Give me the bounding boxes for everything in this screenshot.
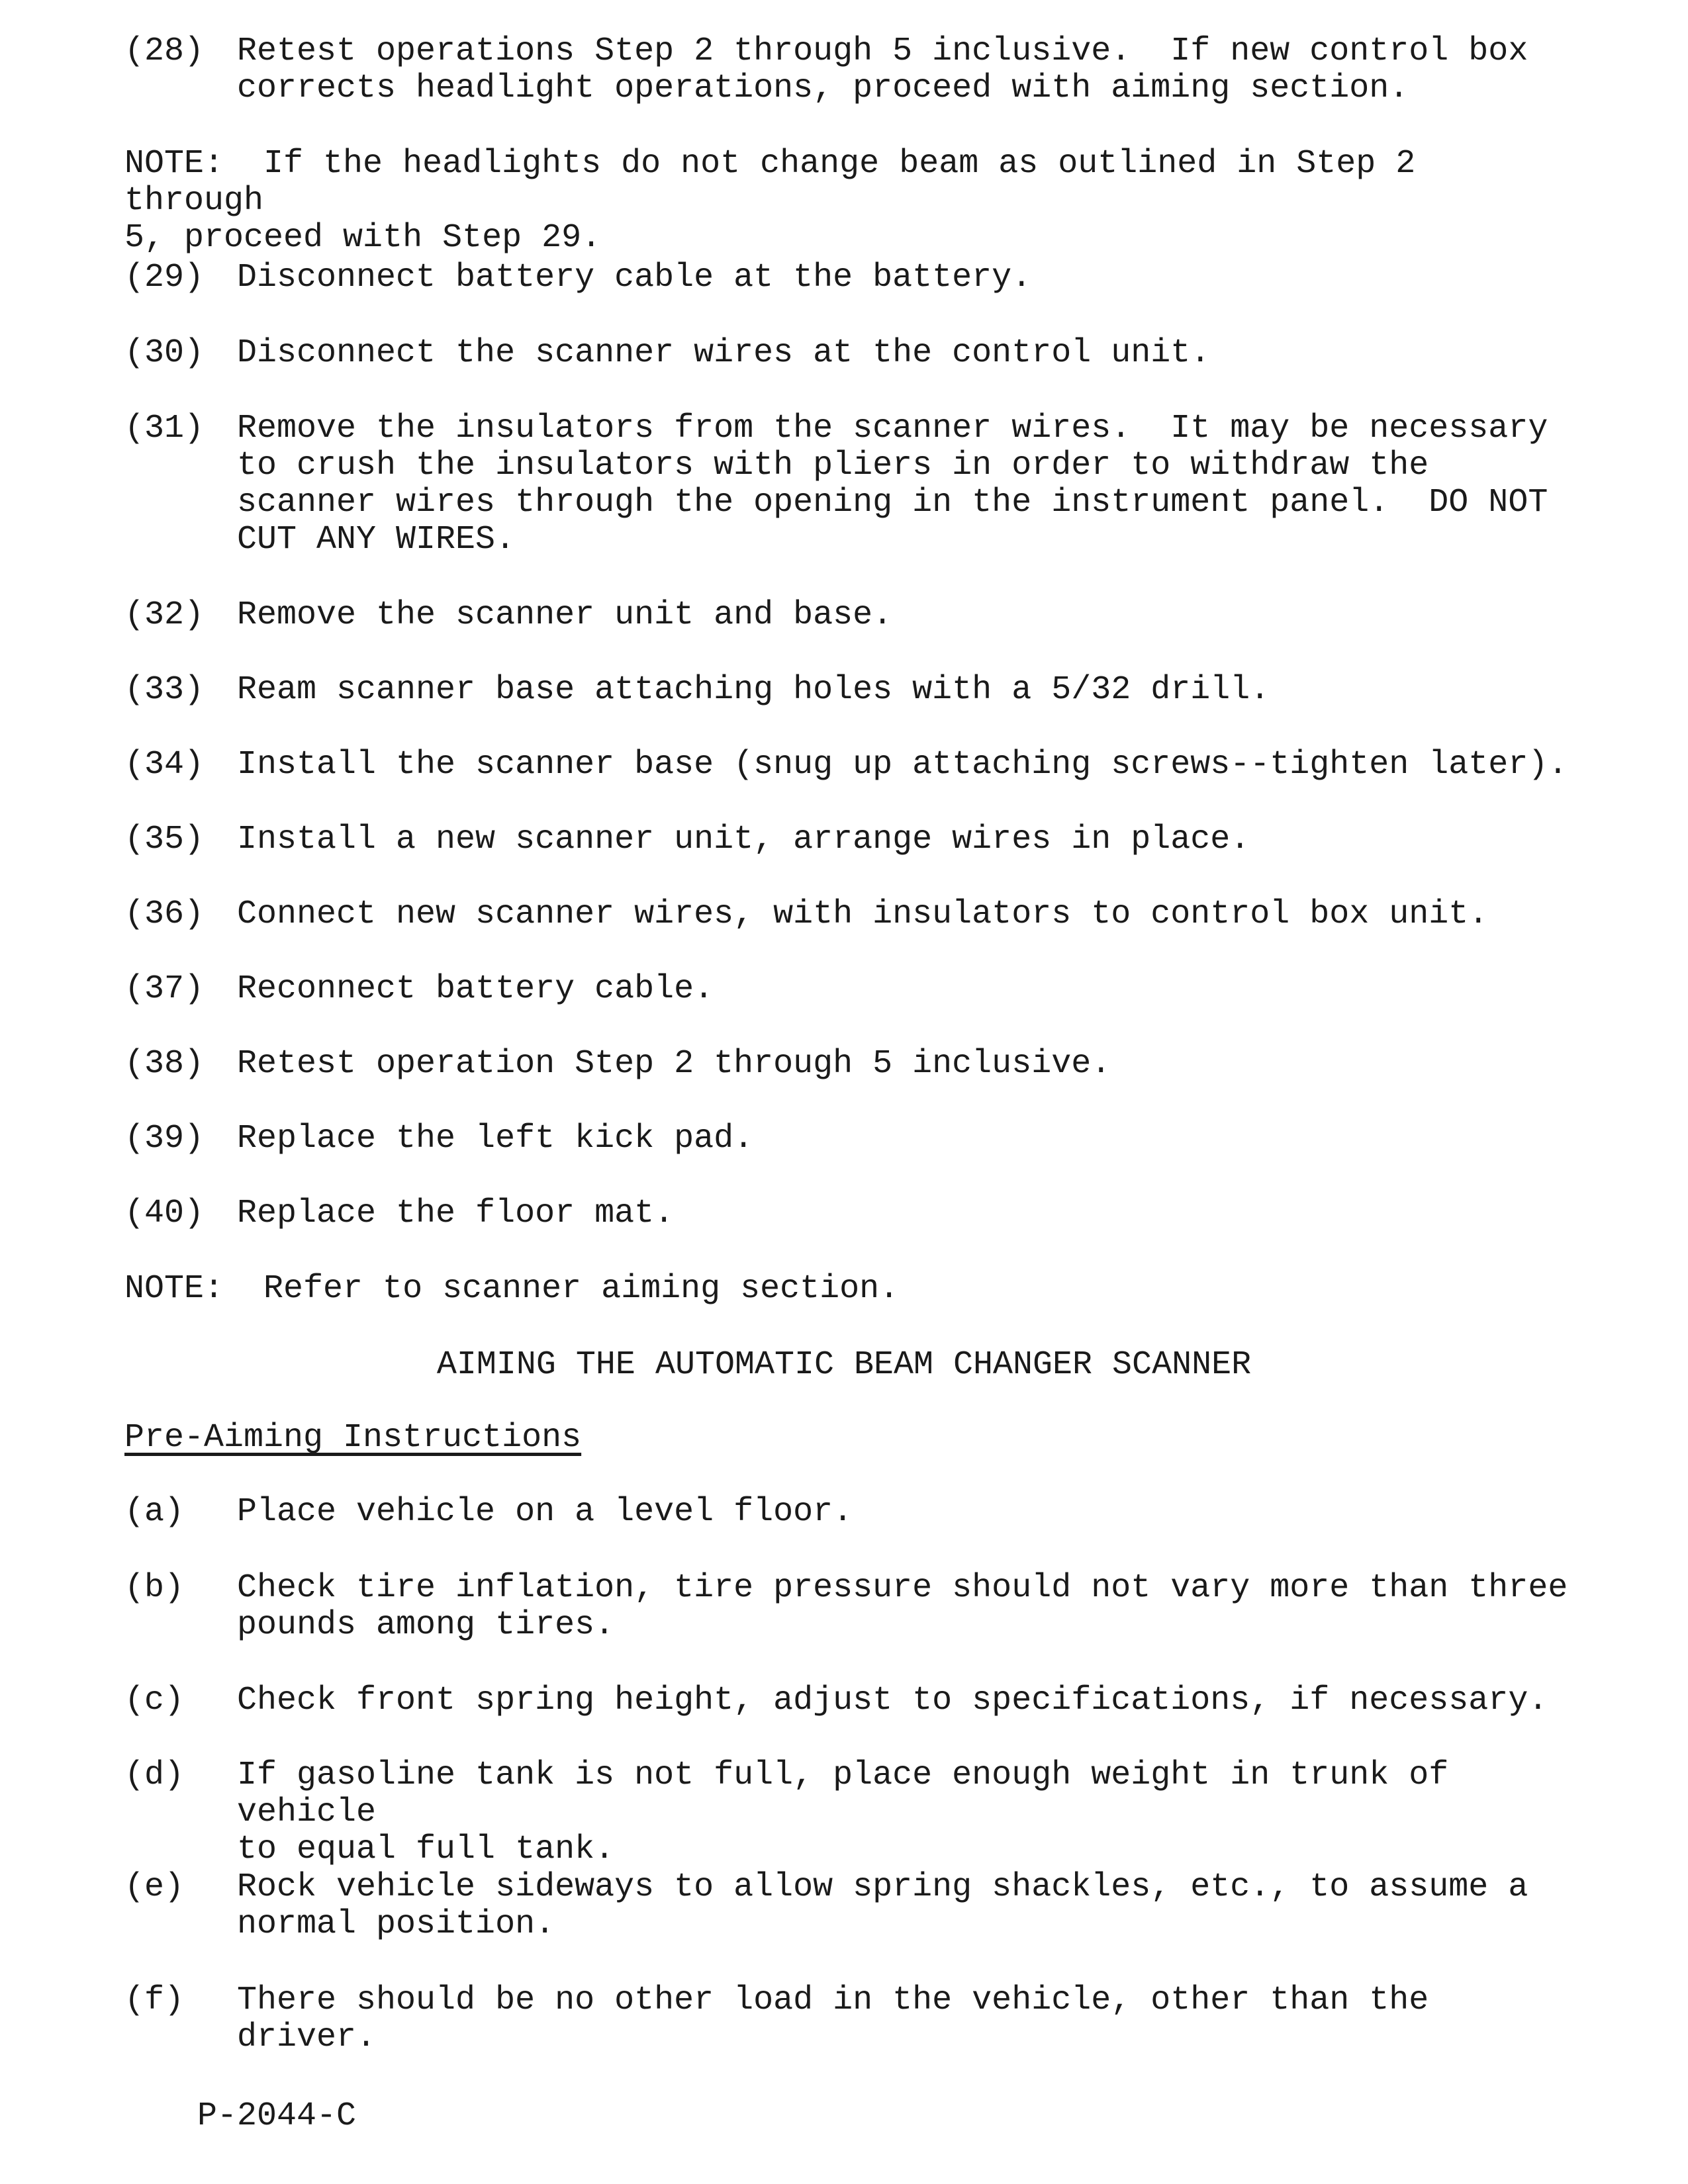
step-28 bbox=[124, 33, 1581, 107]
item-text: There should be no other load in the vehicle, other than the driver. bbox=[237, 1981, 1449, 2056]
item-text: Rock vehicle sideways to allow spring shackles, etc., to assume a normal position. bbox=[237, 1868, 1528, 1943]
step-number: (30) bbox=[124, 334, 205, 372]
step-number: (40) bbox=[124, 1195, 205, 1232]
step-31 bbox=[124, 410, 1581, 559]
note-text: Refer to scanner aiming section. bbox=[263, 1270, 900, 1308]
step-number: (28) bbox=[124, 32, 205, 70]
step-36 bbox=[124, 896, 1581, 933]
step-35 bbox=[124, 821, 1581, 858]
item-letter: (c) bbox=[124, 1682, 185, 1719]
step-text: Install the scanner base (snug up attaching screws--tighten later). bbox=[237, 746, 1568, 784]
step-39 bbox=[124, 1120, 1581, 1158]
step-text: Disconnect the scanner wires at the control unit. bbox=[237, 334, 1211, 372]
step-text: Remove the scanner unit and base. bbox=[237, 596, 893, 634]
step-text: Remove the insulators from the scanner wires. It may be necessary to crush the insulators with pliers in order to withdraw the scanner wires through the opening in the instrument panel. DO NOT CUT ANY WIRES. bbox=[237, 410, 1548, 559]
pre-aiming-e bbox=[124, 1869, 1581, 1943]
section-title: AIMING THE AUTOMATIC BEAM CHANGER SCANNER bbox=[436, 1346, 1252, 1384]
item-text: If gasoline tank is not full, place enough weight in trunk of vehicle to equal full tank. bbox=[237, 1756, 1449, 1868]
step-text: Connect new scanner wires, with insulators to control box unit. bbox=[237, 895, 1489, 933]
step-30 bbox=[124, 335, 1581, 372]
step-number: (33) bbox=[124, 671, 205, 709]
pre-aiming-b bbox=[124, 1570, 1581, 1644]
pre-aiming-d bbox=[124, 1757, 1581, 1868]
step-text: Replace the floor mat. bbox=[237, 1195, 675, 1232]
step-text: Ream scanner base attaching holes with a 5/32 drill. bbox=[237, 671, 1270, 709]
footer-code: P-2044-C bbox=[197, 2097, 357, 2135]
step-number: (34) bbox=[124, 746, 205, 784]
step-40 bbox=[124, 1195, 1581, 1232]
step-34 bbox=[124, 747, 1581, 784]
item-text: Check tire inflation, tire pressure should not vary more than three pounds among tires. bbox=[237, 1569, 1568, 1644]
step-29 bbox=[124, 259, 1581, 296]
note-1 bbox=[124, 146, 1548, 257]
step-33 bbox=[124, 672, 1581, 709]
pre-aiming-f bbox=[124, 1982, 1581, 2056]
step-number: (35) bbox=[124, 821, 205, 858]
step-37 bbox=[124, 971, 1581, 1008]
step-38 bbox=[124, 1046, 1581, 1083]
note-text: If the headlights do not change beam as outlined in Step 2 through 5, proceed with Step 29. bbox=[124, 145, 1416, 257]
step-text: Reconnect battery cable. bbox=[237, 970, 714, 1008]
step-text: Retest operation Step 2 through 5 inclusive. bbox=[237, 1045, 1111, 1083]
note-label: NOTE: bbox=[124, 1270, 224, 1308]
note-label: NOTE: bbox=[124, 145, 224, 183]
step-number: (39) bbox=[124, 1120, 205, 1158]
step-text: Disconnect battery cable at the battery. bbox=[237, 259, 1032, 296]
item-letter: (a) bbox=[124, 1493, 185, 1531]
step-number: (31) bbox=[124, 410, 205, 447]
note-2 bbox=[124, 1271, 1548, 1308]
item-letter: (f) bbox=[124, 1981, 185, 2019]
pre-aiming-a bbox=[124, 1494, 1581, 1531]
item-letter: (d) bbox=[124, 1756, 185, 1794]
pre-aiming-c bbox=[124, 1682, 1581, 1719]
item-text: Place vehicle on a level floor. bbox=[237, 1493, 853, 1531]
step-32 bbox=[124, 597, 1581, 634]
step-number: (37) bbox=[124, 970, 205, 1008]
subsection-title: Pre-Aiming Instructions bbox=[124, 1419, 582, 1457]
item-letter: (b) bbox=[124, 1569, 185, 1607]
item-text: Check front spring height, adjust to specifications, if necessary. bbox=[237, 1682, 1548, 1719]
item-letter: (e) bbox=[124, 1868, 185, 1906]
step-number: (32) bbox=[124, 596, 205, 634]
step-number: (38) bbox=[124, 1045, 205, 1083]
step-text: Install a new scanner unit, arrange wires in place. bbox=[237, 821, 1250, 858]
step-text: Retest operations Step 2 through 5 inclusive. If new control box corrects headlight operations, proceed with aiming section. bbox=[237, 32, 1528, 107]
step-number: (29) bbox=[124, 259, 205, 296]
step-number: (36) bbox=[124, 895, 205, 933]
step-text: Replace the left kick pad. bbox=[237, 1120, 754, 1158]
